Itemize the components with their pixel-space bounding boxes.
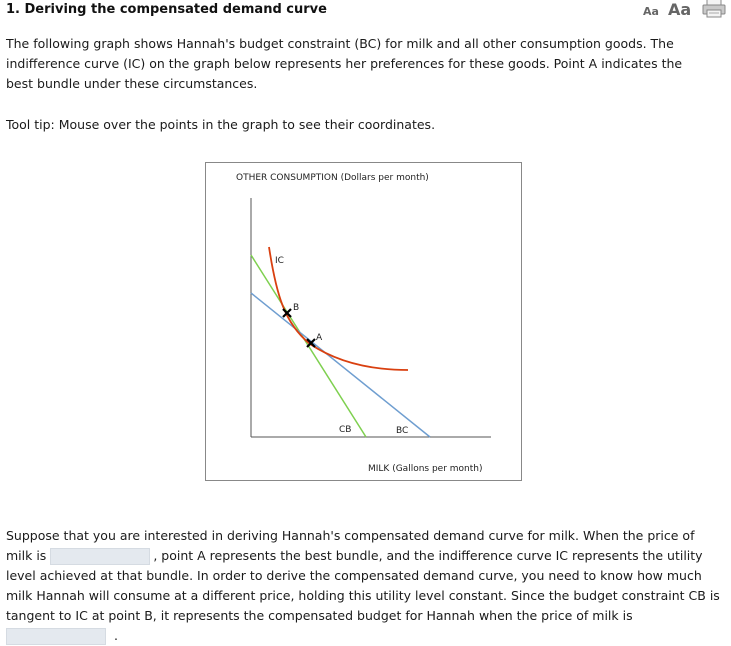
body-text-part1: Suppose that you are interested in deriving Hannah's compensated demand curve for milk. When the price of milk is xyxy=(6,528,695,563)
indifference-curve xyxy=(269,247,408,370)
question-body xyxy=(6,526,721,646)
bc-label: BC xyxy=(396,426,409,436)
y-axis-label: OTHER CONSUMPTION (Dollars per month) xyxy=(236,173,429,183)
price-dropdown-2[interactable] xyxy=(6,628,106,645)
printer-icon[interactable] xyxy=(702,0,726,18)
font-size-small-button[interactable]: Aa xyxy=(643,5,659,18)
price-dropdown-1[interactable] xyxy=(50,548,150,565)
intro-paragraph: The following graph shows Hannah's budget constraint (BC) for milk and all other consumption goods. The indifference curve (IC) on the graph below represents her preferences for these goods. Point A indicates the best bundle under these circumstances. xyxy=(6,36,683,91)
body-text-end: . xyxy=(114,628,118,643)
graph-svg xyxy=(206,163,523,482)
cb-label: CB xyxy=(339,425,352,435)
tooltip-hint: Tool tip: Mouse over the points in the graph to see their coordinates. xyxy=(6,117,436,132)
point-b-label: B xyxy=(293,303,300,313)
point-a-label: A xyxy=(316,333,323,343)
ic-label: IC xyxy=(275,256,284,266)
body-text-part2: , point A represents the best bundle, and the indifference curve IC represents the utility level achieved at that bundle. In order to derive the compensated demand curve, you need to know how much milk Hannah will consume at a different price, holding this utility level constant. Since the budget constraint CB is tangent to IC at point B, it represents the compensated budget for Hannah when the price of milk is xyxy=(6,548,720,623)
x-axis-label: MILK (Gallons per month) xyxy=(368,464,483,474)
graph-panel xyxy=(205,162,522,481)
question-title: 1. Deriving the compensated demand curve xyxy=(6,2,327,17)
font-size-large-button[interactable]: Aa xyxy=(668,0,692,19)
bc-budget-line xyxy=(251,293,430,437)
